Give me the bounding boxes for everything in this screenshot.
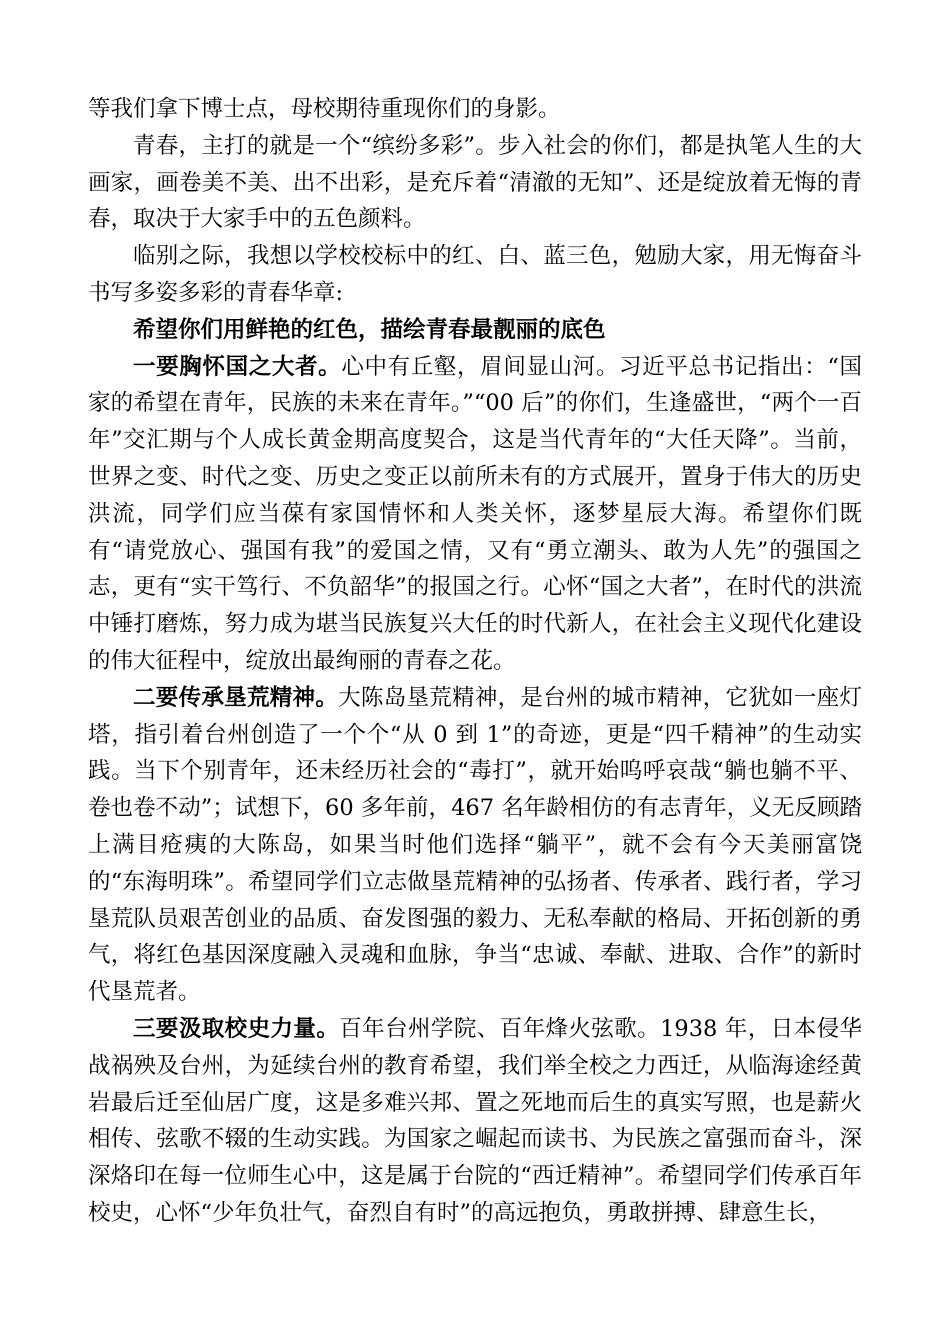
paragraph [88, 238, 862, 312]
point-lead-text: 二要传承垦荒精神。 [133, 684, 339, 711]
point-lead-text: 三要汲取校史力量。 [133, 1015, 340, 1042]
paragraph [88, 312, 862, 349]
body-text: 青春，主打的就是一个“缤纷多彩”。步入社会的你们，都是执笔人生的大画家，画卷美不美、出不出彩，是充斥着“清澈的无知”、还是绽放着无悔的青春，取决于大家手中的五色颜料。 [88, 132, 862, 233]
paragraph [88, 1011, 862, 1232]
section-heading: 希望你们用鲜艳的红色，描绘青春最靓丽的底色 [133, 316, 606, 343]
paragraph [88, 680, 862, 1011]
paragraph [88, 128, 862, 238]
paragraph [88, 91, 862, 128]
point-lead-text: 一要胸怀国之大者。 [133, 353, 342, 380]
body-text: 临别之际，我想以学校校标中的红、白、蓝三色，勉励大家，用无悔奋斗书写多姿多彩的青春华章: [88, 243, 862, 306]
body-text: 百年台州学院、百年烽火弦歌。1938 年，日本侵华战祸殃及台州，为延续台州的教育希望，我们举全校之力西迁，从临海途经黄岩最后迁至仙居广度，这是多难兴邦、置之死地而后生的真实写照，也是薪火相传、弦歌不辍的生动实践。为国家之崛起而读书、为民族之富强而奋斗，深深烙印在每一位师生心中，这是属于台院的“西迁精神”。希望同学们传承百年校史，心怀“少年负壮气，奋烈自有时”的高远抱负，勇敢拼搏、肆意生长， [88, 1015, 862, 1226]
paragraph [88, 349, 862, 680]
body-text: 等我们拿下博士点，母校期待重现你们的身影。 [88, 96, 561, 122]
body-text: 大陈岛垦荒精神，是台州的城市精神，它犹如一座灯塔，指引着台州创造了一个个“从 0 到 1”的奇迹，更是“四千精神”的生动实践。当下个别青年，还未经历社会的“毒打”，就开始呜呼哀哉“躺也躺不平、卷也卷不动”；试想下，60 多年前，467 名年龄相仿的有志青年，义无反顾踏上满目疮痍的大陈岛，如果当时他们选择“躺平”，就不会有今天美丽富饶的“东海明珠”。希望同学们立志做垦荒精神的弘扬者、传承者、践行者，学习垦荒队员艰苦创业的品质、奋发图强的毅力、无私奉献的格局、开拓创新的勇气，将红色基因深度融入灵魂和血脉，争当“忠诚、奉献、进取、合作”的新时代垦荒者。 [88, 684, 862, 1006]
body-text: 心中有丘壑，眉间显山河。习近平总书记指出：“国家的希望在青年，民族的未来在青年。”“00 后”的你们，生逢盛世，“两个一百年”交汇期与个人成长黄金期高度契合，这是当代青年的“大任天降”。当前，世界之变、时代之变、历史之变正以前所未有的方式展开，置身于伟大的历史洪流，同学们应当葆有家国情怀和人类关怀，逐梦星辰大海。希望你们既有“请党放心、强国有我”的爱国之情，又有“勇立潮头、敢为人先”的强国之志，更有“实干笃行、不负韶华”的报国之行。心怀“国之大者”，在时代的洪流中锤打磨炼，努力成为堪当民族复兴大任的时代新人，在社会主义现代化建设的伟大征程中，绽放出最绚丽的青春之花。 [88, 353, 862, 674]
